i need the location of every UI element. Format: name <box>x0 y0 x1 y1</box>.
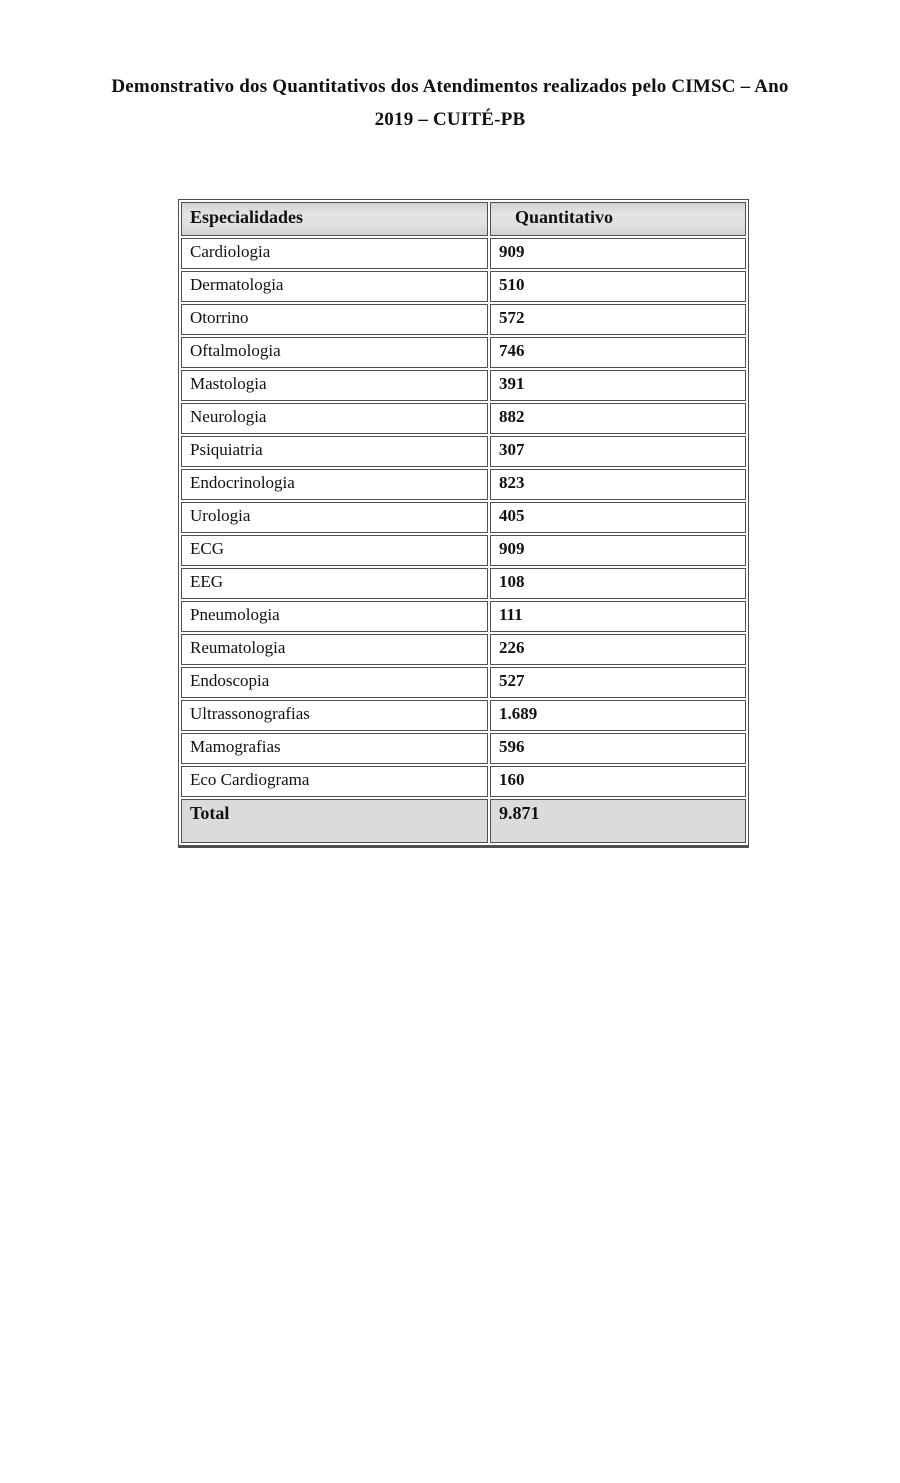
quantities-table <box>178 199 749 848</box>
table-body <box>181 238 746 843</box>
quantity-column-header: Quantitativo <box>490 202 746 236</box>
table-row <box>181 238 746 269</box>
value-cell: 527 <box>490 667 746 698</box>
specialty-cell: Reumatologia <box>181 634 488 665</box>
table-row <box>181 601 746 632</box>
table-row <box>181 271 746 302</box>
specialties-column-header: Especialidades <box>181 202 488 236</box>
table-header <box>181 202 746 236</box>
specialty-cell: Mastologia <box>181 370 488 401</box>
specialty-cell: Eco Cardiograma <box>181 766 488 797</box>
table-row <box>181 700 746 731</box>
specialty-cell: Neurologia <box>181 403 488 434</box>
specialty-cell: Mamografias <box>181 733 488 764</box>
specialty-cell: Endocrinologia <box>181 469 488 500</box>
table-row <box>181 370 746 401</box>
value-cell: 909 <box>490 238 746 269</box>
specialty-cell: Pneumologia <box>181 601 488 632</box>
value-cell: 596 <box>490 733 746 764</box>
header-row <box>181 202 746 236</box>
total-value-cell: 9.871 <box>490 799 746 843</box>
value-cell: 111 <box>490 601 746 632</box>
total-row <box>181 799 746 843</box>
specialty-cell: Otorrino <box>181 304 488 335</box>
value-cell: 823 <box>490 469 746 500</box>
specialty-cell: Cardiologia <box>181 238 488 269</box>
value-cell: 1.689 <box>490 700 746 731</box>
table-row <box>181 436 746 467</box>
value-cell: 226 <box>490 634 746 665</box>
table-row <box>181 733 746 764</box>
table-row <box>181 535 746 566</box>
value-cell: 909 <box>490 535 746 566</box>
value-cell: 510 <box>490 271 746 302</box>
table-row <box>181 568 746 599</box>
page-title <box>0 70 900 136</box>
table-row <box>181 667 746 698</box>
value-cell: 307 <box>490 436 746 467</box>
total-label-cell: Total <box>181 799 488 843</box>
value-cell: 405 <box>490 502 746 533</box>
specialty-cell: Ultrassonografias <box>181 700 488 731</box>
specialty-cell: Dermatologia <box>181 271 488 302</box>
table-row <box>181 403 746 434</box>
table-row <box>181 304 746 335</box>
specialty-cell: Urologia <box>181 502 488 533</box>
specialty-cell: Oftalmologia <box>181 337 488 368</box>
value-cell: 391 <box>490 370 746 401</box>
table-row <box>181 766 746 797</box>
value-cell: 572 <box>490 304 746 335</box>
value-cell: 108 <box>490 568 746 599</box>
table-row <box>181 469 746 500</box>
table-row <box>181 337 746 368</box>
specialty-cell: Psiquiatria <box>181 436 488 467</box>
value-cell: 746 <box>490 337 746 368</box>
page-title-line-1: Demonstrativo dos Quantitativos dos Atendimentos realizados pelo CIMSC – Ano <box>111 76 789 97</box>
specialty-cell: Endoscopia <box>181 667 488 698</box>
value-cell: 882 <box>490 403 746 434</box>
value-cell: 160 <box>490 766 746 797</box>
specialty-cell: EEG <box>181 568 488 599</box>
table-row <box>181 634 746 665</box>
table-row <box>181 502 746 533</box>
page-title-line-2: 2019 – CUITÉ-PB <box>374 109 526 130</box>
specialty-cell: ECG <box>181 535 488 566</box>
